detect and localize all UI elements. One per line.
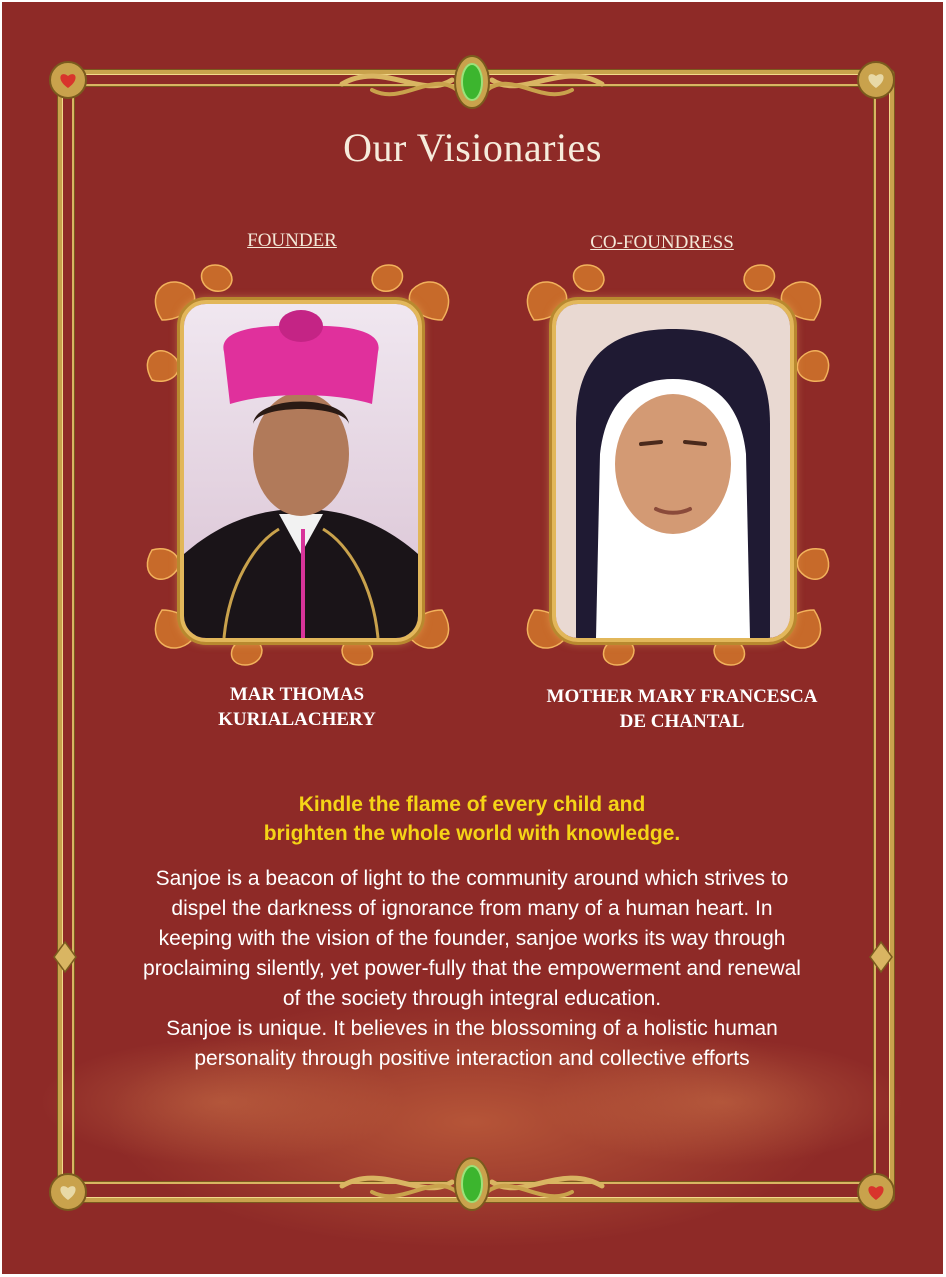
founder-name: MAR THOMAS KURIALACHERY (218, 684, 376, 730)
tagline: Kindle the flame of every child and brighten the whole world with knowledge. (263, 793, 681, 845)
corner-heart-icon (854, 1170, 898, 1214)
poster (2, 2, 943, 1274)
side-ornament-icon (868, 940, 894, 974)
founder-photo (180, 300, 422, 642)
page-title: Our Visionaries (343, 125, 602, 170)
founder-role-label: FOUNDER (247, 230, 337, 251)
gem-ornament-icon (332, 50, 612, 114)
body-text (132, 864, 812, 1074)
cofoundress-photo (552, 300, 794, 642)
cofoundress-role-label: CO-FOUNDRESS (590, 232, 734, 253)
body-paragraph-1: Sanjoe is a beacon of light to the community around which strives to dispel the darkness of ignorance from many of a human heart. In keeping with the vision of the founder, sanjoe works its way through proclaiming silently, yet power-fully that the empowerment and renewal of the society through integral education. (143, 867, 801, 1010)
corner-heart-icon (46, 58, 90, 102)
side-ornament-icon (52, 940, 78, 974)
corner-heart-icon (46, 1170, 90, 1214)
founder-portrait (142, 260, 462, 670)
body-paragraph-2: Sanjoe is unique. It believes in the blossoming of a holistic human personality through positive interaction and collective efforts (166, 1017, 778, 1070)
gem-ornament-icon (332, 1152, 612, 1216)
cofoundress-portrait (514, 260, 834, 670)
cofoundress-name: MOTHER MARY FRANCESCA DE CHANTAL (546, 686, 818, 732)
corner-heart-icon (854, 58, 898, 102)
